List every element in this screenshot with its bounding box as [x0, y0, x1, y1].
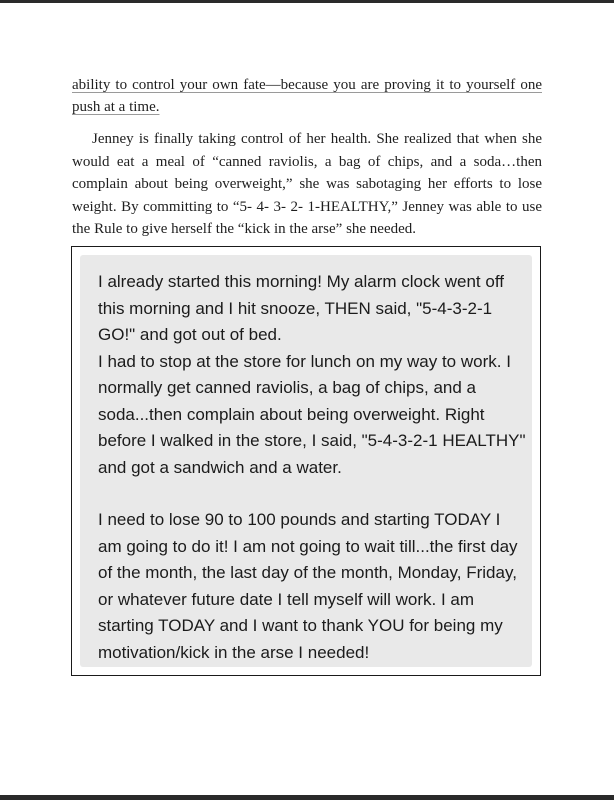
- testimonial-line-1: I already started this morning! My alarm clock went off this morning and I hit snooze, THEN said, "5-4-3-2-1 GO!" and got out of bed.: [98, 272, 504, 344]
- body-text: [72, 74, 542, 241]
- testimonial-text: [98, 269, 528, 666]
- testimonial-line-2: I had to stop at the store for lunch on my way to work. I normally get canned raviolis, a bag of chips, and a soda...then complain about being overweight. Right before I walked in the store, I said, "5-4-3-2-1 HEALTHY" and got a sandwich and a water.: [98, 351, 526, 477]
- testimonial-line-3: I need to lose 90 to 100 pounds and starting TODAY I am going to do it! I am not going to wait till...the first day of the month, the last day of the month, Monday, Friday, or whatever future date I tell myself will work. I am starting TODAY and I want to thank YOU for being my motivation/kick in the arse I needed!: [98, 510, 518, 662]
- paragraph-continuation: [72, 74, 542, 118]
- testimonial-box: [71, 246, 541, 676]
- testimonial-message-bubble: [80, 255, 532, 667]
- page-bottom-edge: [0, 795, 614, 800]
- page-top-edge: [0, 0, 614, 3]
- paragraph-jenney: Jenney is finally taking control of her health. She realized that when she would eat a meal of “canned raviolis, a bag of chips, and a soda…then complain about being overweight,” she was sabotaging her efforts to lose weight. By committing to “5- 4- 3- 2- 1-HEALTHY,” Jenney was able to use the Rule to give herself the “kick in the arse” she needed.: [72, 131, 542, 237]
- underlined-text: ability to control your own fate—because you are proving it to yourself one push at a time.: [72, 77, 542, 115]
